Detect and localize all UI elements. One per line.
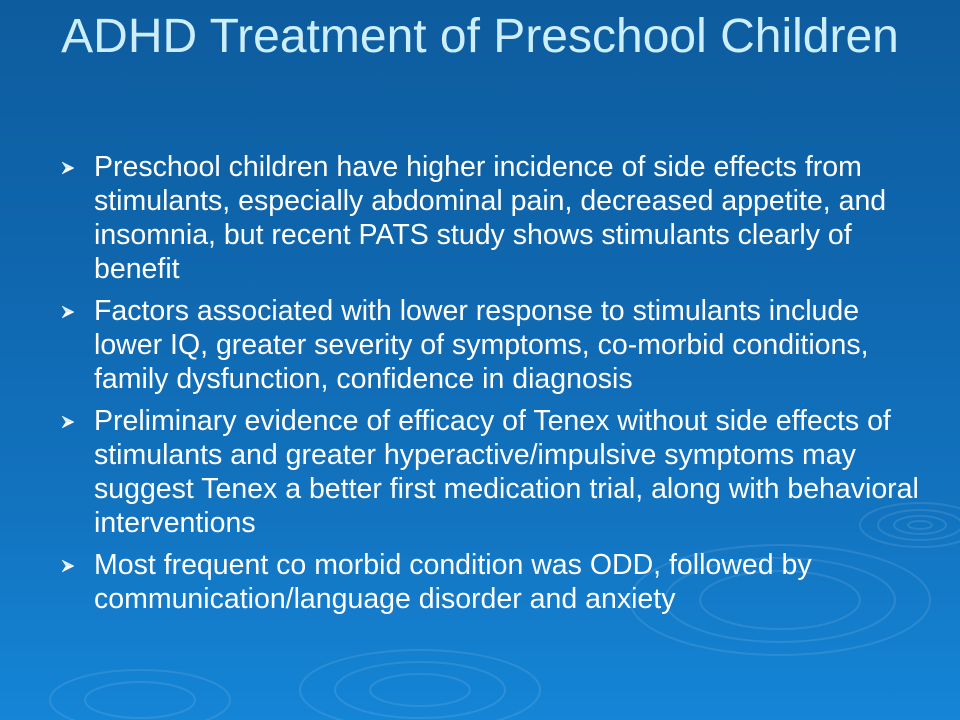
bullet-item: [60, 548, 920, 616]
bullet-list: [60, 150, 920, 624]
bullet-text: Preschool children have higher incidence of side effects from stimulants, especially abdominal pain, decreased appetite, and insomnia, but recent PATS study shows stimulants clearly of benefit: [94, 151, 887, 285]
slide-title: ADHD Treatment of Preschool Children: [61, 10, 899, 63]
arrow-bullet-icon: [60, 160, 76, 176]
arrow-bullet-icon: [60, 414, 76, 430]
bullet-item: [60, 150, 920, 286]
arrow-bullet-icon: [60, 304, 76, 320]
bullet-text: Preliminary evidence of efficacy of Tenex without side effects of stimulants and greater hyperactive/impulsive symptoms may suggest Tenex a better first medication trial, along with behavioral interventions: [94, 405, 919, 539]
bullet-text: Most frequent co morbid condition was ODD, followed by communication/language disorder and anxiety: [94, 549, 812, 615]
bullet-text: Factors associated with lower response to stimulants include lower IQ, greater severity of symptoms, co-morbid conditions, family dysfunction, confidence in diagnosis: [94, 295, 869, 395]
bullet-item: [60, 294, 920, 396]
arrow-bullet-icon: [60, 558, 76, 574]
bullet-item: [60, 404, 920, 540]
